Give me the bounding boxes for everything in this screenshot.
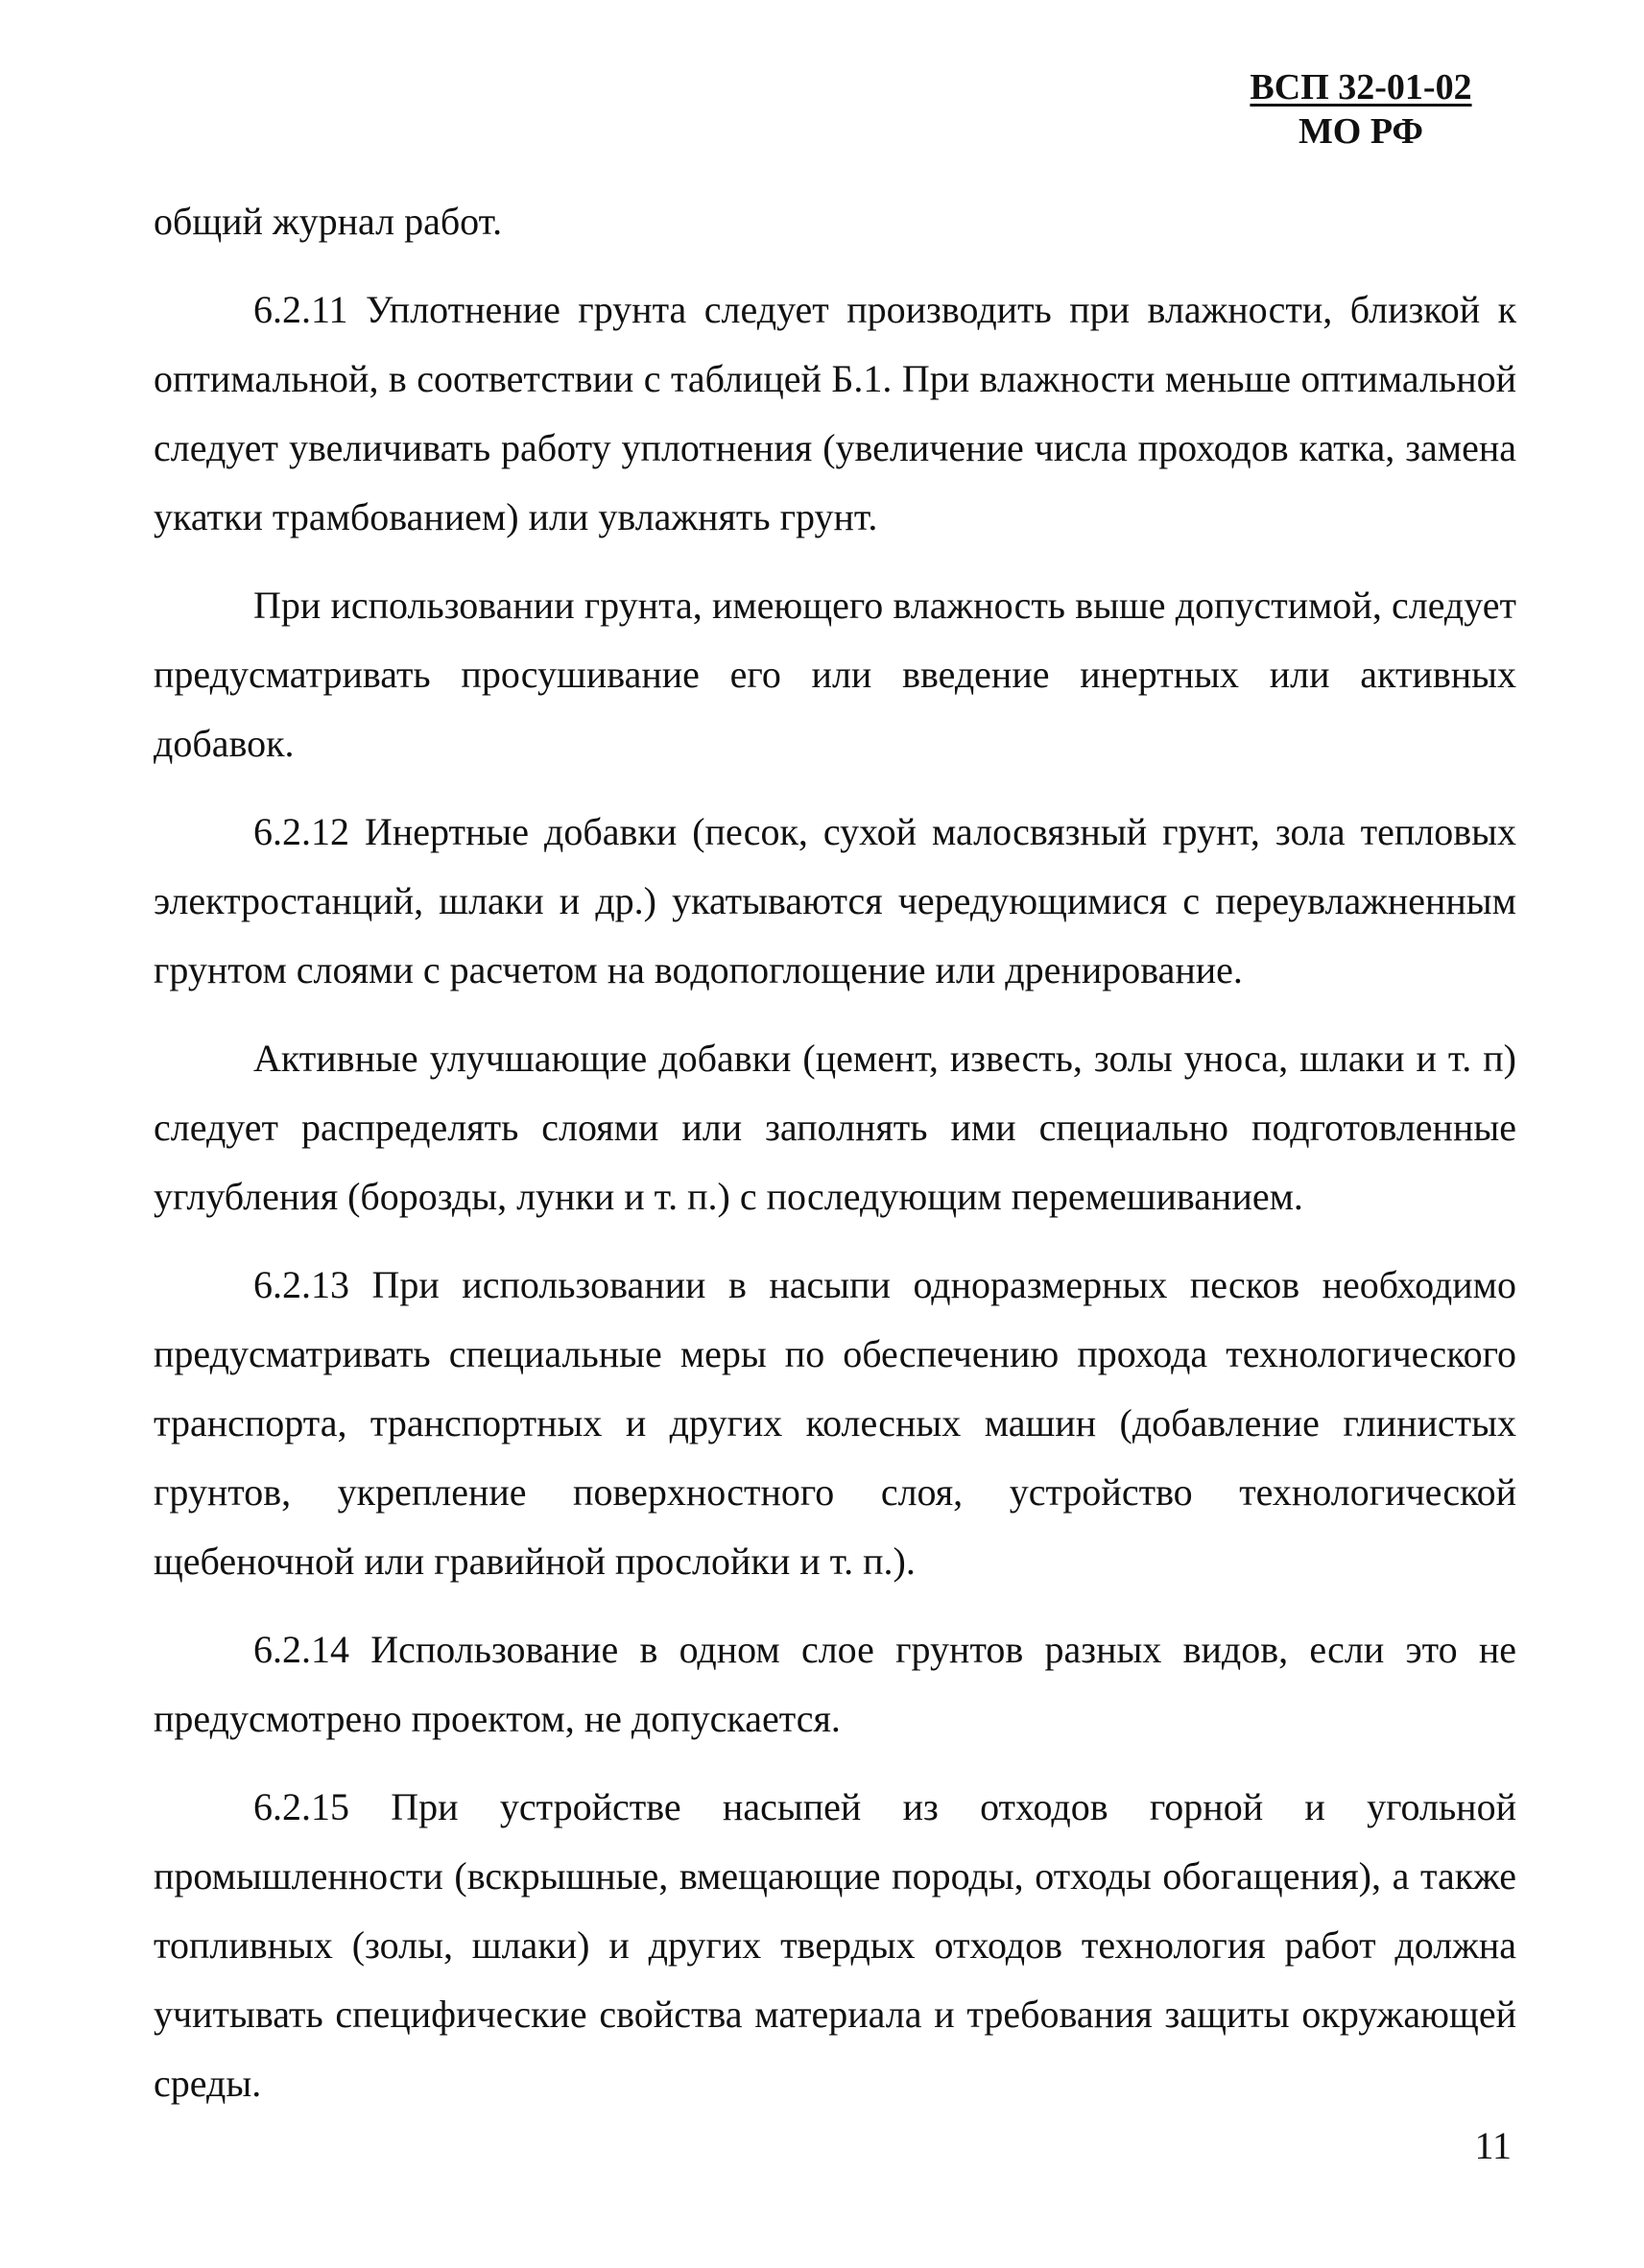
document-header (1236, 65, 1486, 154)
document-body (154, 187, 1516, 2137)
paragraph-6-2-11-moisture: При использовании грунта, имеющего влажность выше допустимой, следует предусматривать просушивание его или введение инертных или активных добавок. (154, 584, 1516, 765)
paragraph-continuation: общий журнал работ. (154, 200, 503, 243)
document-code: ВСП 32-01-02 (1250, 67, 1472, 107)
paragraph-6-2-12: 6.2.12 Инертные добавки (песок, сухой малосвязный грунт, зола тепловых электростанций, шлаки и др.) укатываются чередующимися с переувлажненным грунтом слоями с расчетом на водопоглощение или дренирование. (154, 810, 1516, 991)
paragraph-6-2-14: 6.2.14 Использование в одном слое грунтов разных видов, если это не предусмотрено проектом, не допускается. (154, 1628, 1516, 1740)
page-number: 11 (1474, 2124, 1512, 2167)
paragraph-6-2-13: 6.2.13 При использовании в насыпи одноразмерных песков необходимо предусматривать специальные меры по обеспечению прохода технологического транспорта, транспортных и других колесных машин (добавление глинистых грунтов, укрепление поверхностного слоя, устройство технологической щебеночной или гравийной прослойки и т. п.). (154, 1263, 1516, 1583)
paragraph-6-2-11: 6.2.11 Уплотнение грунта следует производить при влажности, близкой к оптимальной, в соответствии с таблицей Б.1. При влажности меньше оптимальной следует увеличивать работу уплотнения (увеличение числа проходов катка, замена укатки трамбованием) или увлажнять грунт. (154, 288, 1516, 538)
paragraph-6-2-15: 6.2.15 При устройстве насыпей из отходов горной и угольной промышленности (вскрышные, вмещающие породы, отходы обогащения), а также топливных (золы, шлаки) и других твердых отходов технология работ должна учитывать специфические свойства материала и требования защиты окружающей среды. (154, 1785, 1516, 2105)
paragraph-6-2-12-active-additives: Активные улучшающие добавки (цемент, известь, золы уноса, шлаки и т. п) следует распределять слоями или заполнять ими специально подготовленные углубления (борозды, лунки и т. п.) с последующим перемешиванием. (154, 1037, 1516, 1218)
document-organization: МО РФ (1298, 111, 1424, 152)
